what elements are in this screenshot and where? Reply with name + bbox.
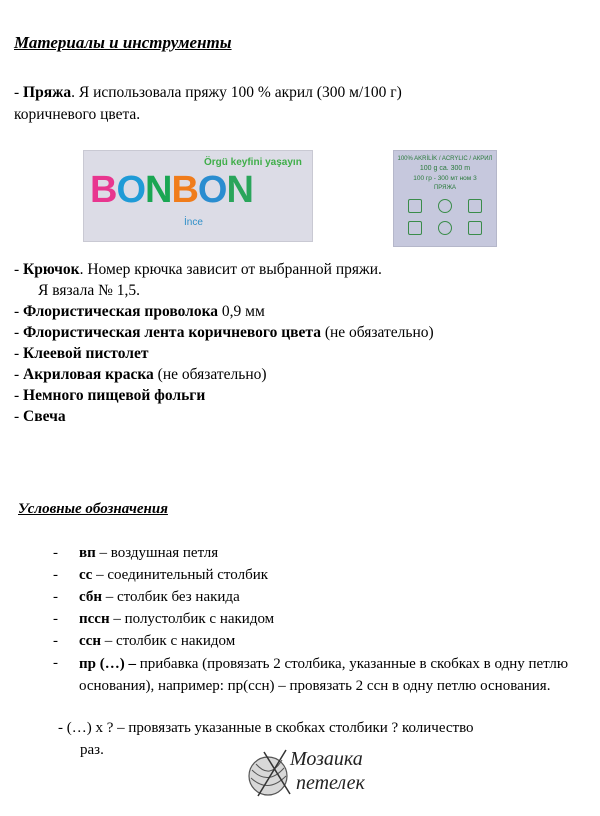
yarn-ball-icon bbox=[246, 746, 296, 801]
wash-icon bbox=[408, 199, 422, 213]
material-item: - Свеча bbox=[14, 408, 66, 425]
material-item: - Акриловая краска (не обязательно) bbox=[14, 366, 267, 383]
yarn-paragraph bbox=[14, 82, 402, 103]
yarn-paragraph-line2: коричневого цвета. bbox=[14, 106, 141, 123]
brand-letter: O bbox=[197, 169, 227, 211]
brand-letter: O bbox=[116, 169, 146, 211]
brand-letter: B bbox=[171, 169, 198, 211]
material-item: - Флористическая проволока 0,9 мм bbox=[14, 303, 265, 320]
legend-repeat-line2: раз. bbox=[80, 742, 104, 758]
tumble-icon bbox=[468, 221, 482, 235]
yarn-label: Пряжа bbox=[23, 84, 72, 101]
iron-icon bbox=[468, 199, 482, 213]
yarn-text: . Я использовала пряжу 100 % акрил (300 м/100 г) bbox=[71, 84, 402, 101]
bleach-icon bbox=[408, 221, 422, 235]
yarn-care-label-photo bbox=[393, 150, 497, 247]
dash: - bbox=[14, 84, 24, 101]
material-item: - Флористическая лента коричневого цвета (не обязательно) bbox=[14, 324, 434, 341]
materials-list bbox=[14, 259, 434, 427]
label2-line1: 100% AKRİLİK / ACRYLIC / АКРИЛ bbox=[397, 156, 493, 162]
legend-heading: Условные обозначения bbox=[18, 501, 168, 517]
brand-letter: N bbox=[226, 169, 253, 211]
label2-line4: ПРЯЖА bbox=[433, 185, 457, 191]
dryclean-icon bbox=[438, 221, 452, 235]
site-logo bbox=[246, 742, 381, 802]
label2-line3: 100 гр - 300 мт ном 3 bbox=[413, 175, 477, 182]
logo-line1: Мозаика bbox=[290, 748, 363, 770]
brand-logo bbox=[90, 169, 253, 212]
dry-icon bbox=[438, 199, 452, 213]
material-item: - Немного пищевой фольги bbox=[14, 387, 206, 404]
material-item: - Крючок. Номер крючка зависит от выбранной пряжи. bbox=[14, 261, 382, 278]
legend-repeat-line: - (…) х ? – провязать указанные в скобках столбики ? количество bbox=[58, 720, 474, 736]
logo-line2: петелек bbox=[296, 772, 365, 794]
label-tagline: Örgü keyfini yaşayın bbox=[204, 157, 302, 168]
label2-line2: 100 g ca. 300 m bbox=[419, 165, 471, 172]
page-title: Материалы и инструменты bbox=[14, 33, 232, 52]
brand-letter: B bbox=[90, 169, 117, 211]
brand-letter: N bbox=[145, 169, 172, 211]
label-ince: İnce bbox=[184, 217, 203, 228]
material-item: - Клеевой пистолет bbox=[14, 345, 149, 362]
material-item: Я вязала № 1,5. bbox=[38, 282, 140, 299]
yarn-brand-label-photo bbox=[83, 150, 313, 242]
